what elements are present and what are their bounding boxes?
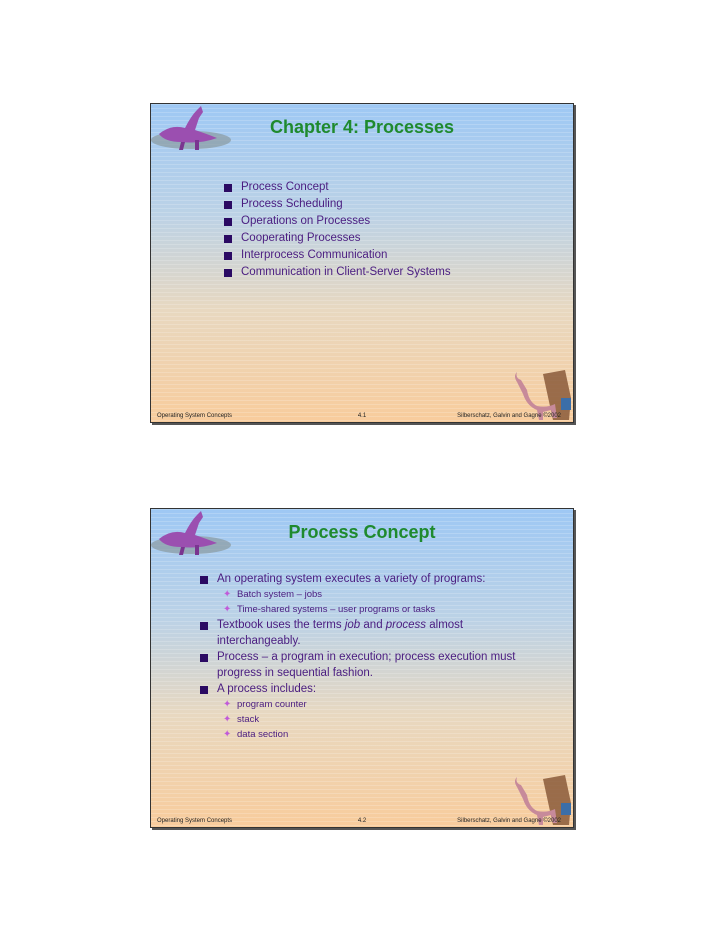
slide-title: Process Concept: [288, 522, 436, 542]
page-number: 4.1: [357, 413, 367, 419]
sub-list: [217, 697, 537, 742]
list-item: Textbook uses the terms job and process almost interchangeably.: [217, 617, 537, 649]
sub-list-item: ✦ stack: [223, 714, 260, 725]
star-bullet-icon: ✦: [223, 589, 232, 600]
page-number: 4.2: [357, 818, 367, 824]
bullet-square-icon: [224, 218, 232, 226]
sub-list-item: ✦ data section: [223, 729, 289, 740]
bullet-square-icon: [224, 235, 232, 243]
bullet-square-icon: [200, 576, 208, 584]
footer-left: Operating System Concepts: [157, 413, 233, 419]
bullet-list: [217, 571, 537, 742]
bullet-square-icon: [224, 201, 232, 209]
star-bullet-icon: ✦: [223, 729, 232, 740]
star-bullet-icon: ✦: [223, 714, 232, 725]
star-bullet-icon: ✦: [223, 604, 232, 615]
sub-list-item: ✦ Batch system – jobs: [223, 589, 323, 600]
star-bullet-icon: ✦: [223, 699, 232, 710]
slide-2: [150, 508, 574, 828]
bullet-square-icon: [200, 654, 208, 662]
list-item: Process Concept: [241, 179, 451, 196]
list-item: Communication in Client-Server Systems: [241, 264, 451, 281]
list-item: Cooperating Processes: [241, 230, 451, 247]
footer-right: Silberschatz, Galvin and Gagne ©2002: [457, 818, 561, 824]
sub-list-item: ✦ Time-shared systems – user programs or tasks: [223, 604, 436, 615]
list-item: A process includes: ✦ program counter ✦ stack ✦ data section: [217, 681, 537, 742]
bullet-square-icon: [224, 269, 232, 277]
bullet-square-icon: [224, 252, 232, 260]
list-item: Process Scheduling: [241, 196, 451, 213]
bullet-square-icon: [200, 686, 208, 694]
slide-title: Chapter 4: Processes: [269, 117, 455, 137]
sub-list-item: ✦ program counter: [223, 699, 307, 710]
bullet-square-icon: [224, 184, 232, 192]
list-item: Interprocess Communication: [241, 247, 451, 264]
bullet-list: [241, 179, 451, 281]
footer-right: Silberschatz, Galvin and Gagne ©2002: [457, 413, 561, 419]
footer-left: Operating System Concepts: [157, 818, 233, 824]
slide-1: [150, 103, 574, 423]
sub-list: [217, 587, 537, 617]
list-item: Process – a program in execution; process execution must progress in sequential fashion.: [217, 649, 537, 681]
list-item: An operating system executes a variety of programs: ✦ Batch system – jobs ✦ Time-shared systems – user programs or tasks: [217, 571, 537, 617]
list-item: Operations on Processes: [241, 213, 451, 230]
bullet-square-icon: [200, 622, 208, 630]
